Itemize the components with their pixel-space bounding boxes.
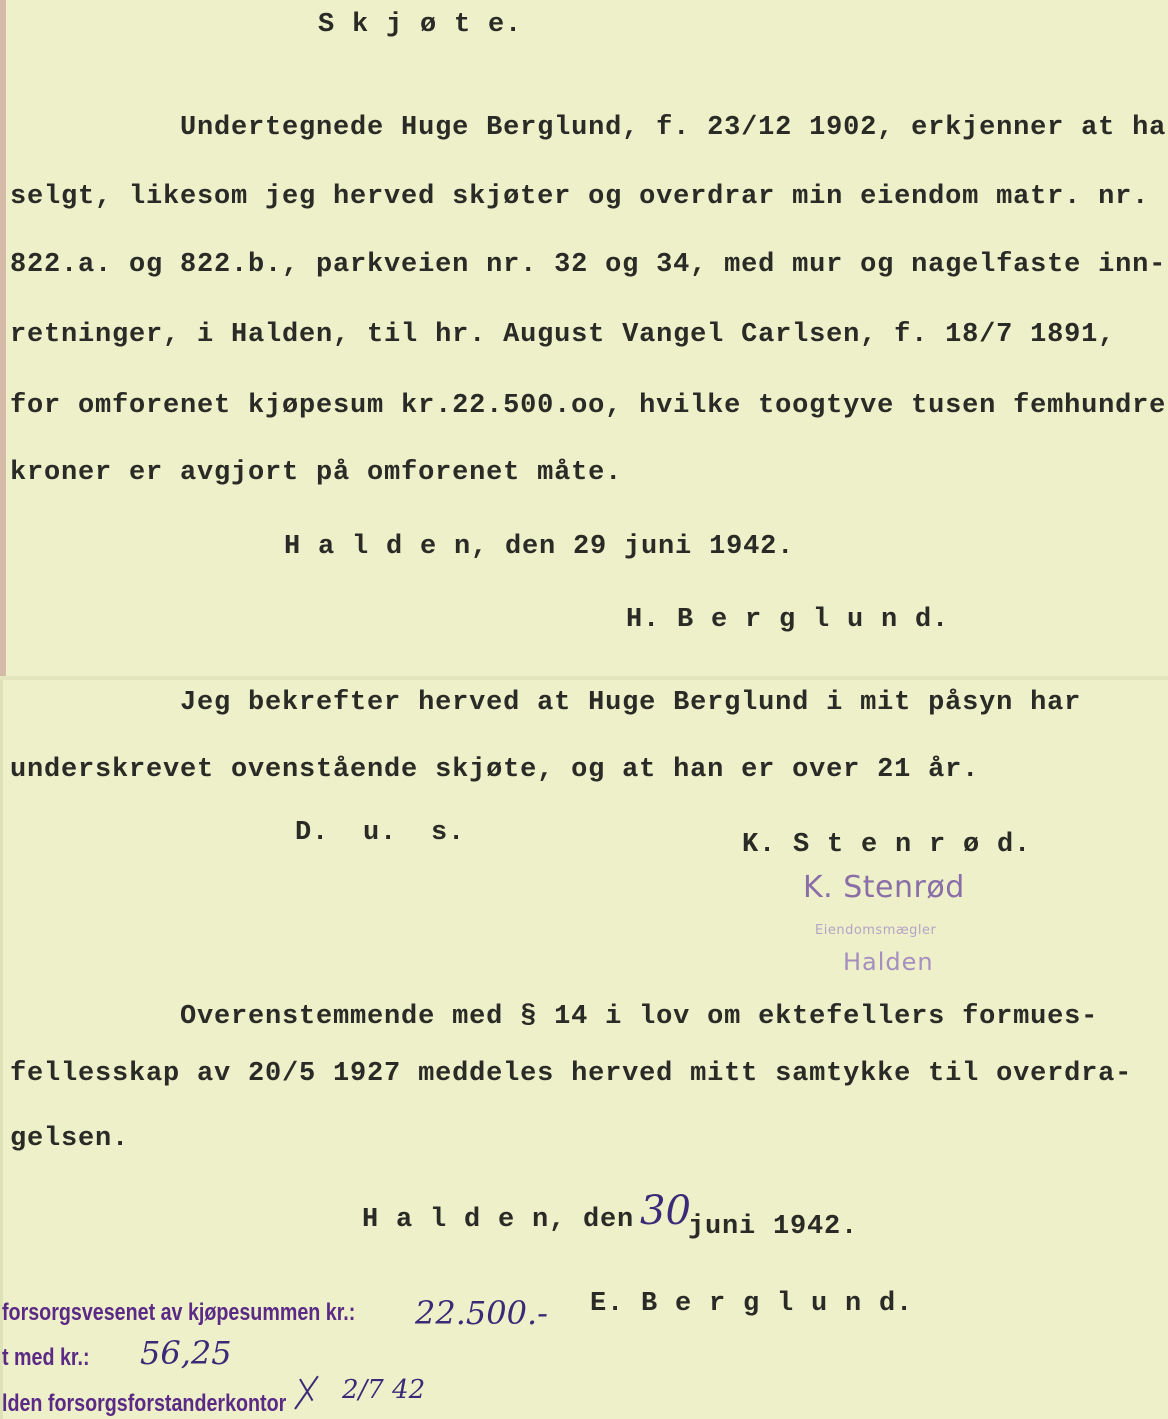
page-edge-shadow <box>0 0 6 678</box>
deed-line: selgt, likesom jeg herved skjøter og overdrar min eiendom matr. nr. <box>10 182 1150 212</box>
fee-paid-handwritten: 56,25 <box>140 1334 232 1372</box>
broker-stamp-name: K. Stenrød <box>803 870 965 905</box>
consent-line: gelsen. <box>10 1124 130 1154</box>
deed-line: kroner er avgjort på omforenet måte. <box>10 458 623 488</box>
fee-stamp-line-3: lden forsorgsforstanderkontor <box>2 1390 287 1417</box>
broker-stamp-city: Halden <box>843 948 934 976</box>
document-title: S k j ø t e. <box>318 10 523 40</box>
deed-line: 822.a. og 822.b., parkveien nr. 32 og 34, med mur og nagelfaste inn- <box>10 250 1167 280</box>
deed-line: Undertegnede Huge Berglund, f. 23/12 1902, erkjenner at ha <box>10 113 1167 143</box>
witness-signature: K. S t e n r ø d. <box>742 830 1032 860</box>
witness-line: underskrevet ovenstående skjøte, og at han er over 21 år. <box>10 755 980 785</box>
deed-line: for omforenet kjøpesum kr.22.500.oo, hvilke toogtyve tusen femhundre <box>10 391 1167 421</box>
handwritten-day: 30 <box>640 1188 691 1234</box>
fee-stamp-line-1: forsorgsvesenet av kjøpesummen kr.: <box>2 1299 356 1326</box>
witness-dus: D. u. s. <box>295 818 466 848</box>
fee-date-handwritten: 2/7 42 <box>342 1375 426 1405</box>
witness-line: Jeg bekrefter herved at Huge Berglund i mit påsyn har <box>10 688 1082 718</box>
spouse-signature: E. B e r g l u n d. <box>590 1289 914 1319</box>
place-date-line-2: H a l d e n, den <box>362 1205 635 1235</box>
consent-line: Overenstemmende med § 14 i lov om ektefellers formues- <box>10 1002 1099 1032</box>
deed-line: retninger, i Halden, til hr. August Vangel Carlsen, f. 18/7 1891, <box>10 320 1116 350</box>
broker-stamp-title: Eiendomsmægler <box>815 923 937 938</box>
place-date-line: H a l d e n, den 29 juni 1942. <box>284 532 795 562</box>
consent-line: fellesskap av 20/5 1927 meddeles herved mitt samtykke til overdra- <box>10 1059 1133 1089</box>
fee-amount-handwritten: 22.500.- <box>415 1294 548 1332</box>
scan-seam <box>0 676 1168 680</box>
seller-signature: H. B e r g l u n d. <box>626 605 950 635</box>
fee-stamp-line-2: t med kr.: <box>2 1344 90 1371</box>
place-date-line-2-suffix: juni 1942. <box>688 1212 859 1242</box>
